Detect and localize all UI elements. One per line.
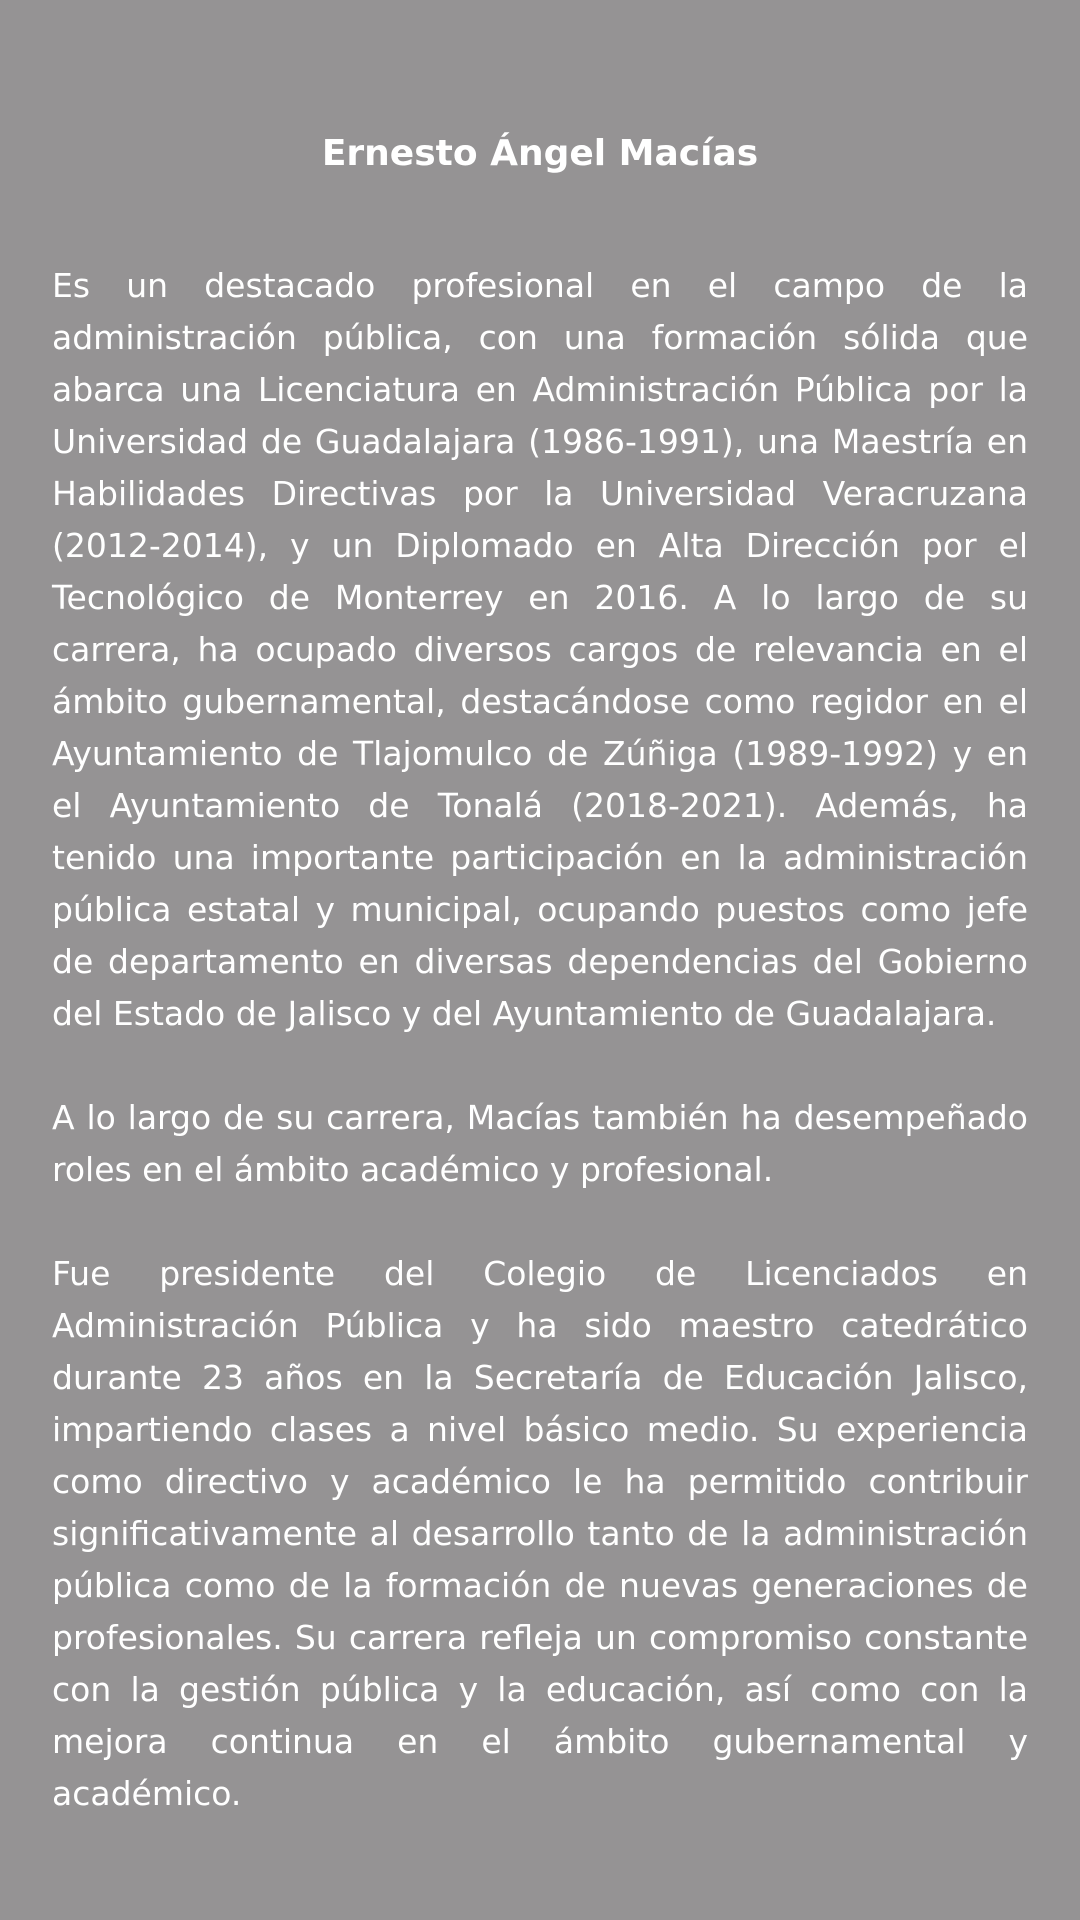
bio-paragraph-academic-roles: A lo largo de su carrera, Macías también ha desempeñado roles en el ámbito académico y profesional. (52, 1098, 1028, 1189)
bio-paragraph-teaching: Fue presidente del Colegio de Licenciados en Administración Pública y ha sido maestro catedrático durante 23 años en la Secretaría de Educación Jalisco, impartiendo clases a nivel básico medio. Su experiencia como directivo y académico le ha permitido contribuir significativamente al desarrollo tanto de la administración pública como de la formación de nuevas generaciones de profesionales. Su carrera refleja un compromiso constante con la gestión pública y la educación, así como con la mejora continua en el ámbito gubernamental y académico. (52, 1254, 1028, 1813)
bio-body (52, 208, 1028, 1872)
bio-title: Ernesto Ángel Macías (321, 133, 759, 174)
bio-paragraph-career: Es un destacado profesional en el campo de la administración pública, con una formación sólida que abarca una Licenciatura en Administración Pública por la Universidad de Guadalajara (1986-1991), una Maestría en Habilidades Directivas por la Universidad Veracruzana (2012-2014), y un Diplomado en Alta Dirección por el Tecnológico de Monterrey en 2016. A lo largo de su carrera, ha ocupado diversos cargos de relevancia en el ámbito gubernamental, destacándose como regidor en el Ayuntamiento de Tlajomulco de Zúñiga (1989-1992) y en el Ayuntamiento de Tonalá (2018-2021). Además, ha tenido una importante participación en la administración pública estatal y municipal, ocupando puestos como jefe de departamento en diversas dependencias del Gobierno del Estado de Jalisco y del Ayuntamiento de Guadalajara. (52, 266, 1028, 1033)
